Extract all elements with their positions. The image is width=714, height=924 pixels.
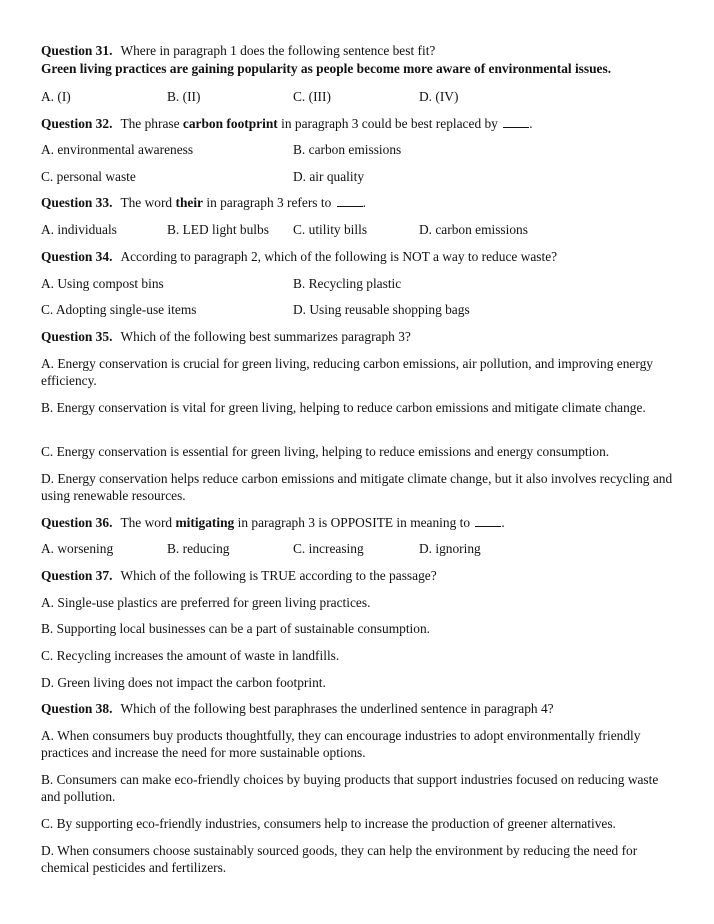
- question-text-pre: The phrase: [120, 116, 183, 131]
- answer-blank: [475, 514, 501, 527]
- option-c[interactable]: C. utility bills: [293, 222, 368, 237]
- question-31-sentence: Green living practices are gaining popularity as people become more aware of environmental issues.: [41, 61, 612, 76]
- question-text: Which of the following best paraphrases the underlined sentence in paragraph 4?: [120, 701, 554, 716]
- option-a[interactable]: A. When consumers buy products thoughtfully, they can encourage industries to adopt environmentally friendly practices and increase the need for more sustainable options.: [41, 728, 641, 760]
- answer-blank: [337, 194, 363, 207]
- question-number: Question 38.: [41, 701, 113, 716]
- question-number: Question 33.: [41, 195, 113, 210]
- option-b[interactable]: B. LED light bulbs: [167, 222, 269, 237]
- question-text: Which of the following best summarizes paragraph 3?: [120, 329, 411, 344]
- option-a[interactable]: A. Using compost bins: [41, 276, 164, 291]
- option-d[interactable]: D. air quality: [293, 169, 365, 184]
- option-a[interactable]: A. environmental awareness: [41, 142, 194, 157]
- option-d[interactable]: D. ignoring: [419, 541, 481, 556]
- option-d[interactable]: D. Energy conservation helps reduce carbon emissions and mitigate climate change, but it also involves recycling and using renewable resources.: [41, 471, 673, 503]
- option-d[interactable]: D. When consumers choose sustainably sourced goods, they can help the environment by reducing the need for chemical pesticides and fertilizers.: [41, 843, 638, 875]
- question-text-pre: The word: [120, 515, 176, 530]
- option-d[interactable]: D. (IV): [419, 89, 459, 104]
- option-b[interactable]: B. Energy conservation is vital for green living, helping to reduce carbon emissions and mitigate climate change.: [41, 400, 646, 415]
- question-37-stem: [41, 567, 437, 584]
- question-number: Question 37.: [41, 568, 113, 583]
- question-number: Question 34.: [41, 249, 113, 264]
- option-b[interactable]: B. reducing: [167, 541, 230, 556]
- question-34-stem: [41, 248, 557, 265]
- option-d[interactable]: D. Green living does not impact the carbon footprint.: [41, 675, 326, 690]
- option-a[interactable]: A. (I): [41, 89, 71, 104]
- option-d[interactable]: D. carbon emissions: [419, 222, 528, 237]
- option-c[interactable]: C. personal waste: [41, 169, 136, 184]
- question-number: Question 35.: [41, 329, 113, 344]
- question-text-post: in paragraph 3 refers to: [203, 195, 335, 210]
- option-d[interactable]: D. Using reusable shopping bags: [293, 302, 470, 317]
- question-number: Question 36.: [41, 515, 113, 530]
- question-text-pre: The word: [120, 195, 176, 210]
- option-a[interactable]: A. Single-use plastics are preferred for green living practices.: [41, 595, 371, 610]
- option-c[interactable]: C. (III): [293, 89, 331, 104]
- option-a[interactable]: A. Energy conservation is crucial for green living, reducing carbon emissions, air pollution, and improving energy efficiency.: [41, 356, 653, 388]
- option-c[interactable]: C. Adopting single-use items: [41, 302, 197, 317]
- option-b[interactable]: B. Consumers can make eco-friendly choices by buying products that support industries focused on reducing waste and pollution.: [41, 772, 659, 804]
- option-c[interactable]: C. Energy conservation is essential for green living, helping to reduce emissions and energy consumption.: [41, 444, 610, 459]
- question-text-post: in paragraph 3 is OPPOSITE in meaning to: [234, 515, 474, 530]
- option-c[interactable]: C. Recycling increases the amount of waste in landfills.: [41, 648, 340, 663]
- question-text: Which of the following is TRUE according to the passage?: [120, 568, 437, 583]
- question-31-stem: [41, 42, 435, 59]
- question-keyword: carbon footprint: [182, 116, 278, 131]
- question-38-stem: [41, 700, 554, 717]
- option-b[interactable]: B. Recycling plastic: [293, 276, 402, 291]
- option-b[interactable]: B. Supporting local businesses can be a part of sustainable consumption.: [41, 621, 431, 636]
- question-keyword: mitigating: [175, 515, 235, 530]
- question-keyword: their: [175, 195, 203, 210]
- question-text: According to paragraph 2, which of the following is NOT a way to reduce waste?: [120, 249, 558, 264]
- option-a[interactable]: A. individuals: [41, 222, 117, 237]
- question-text: Where in paragraph 1 does the following sentence best fit?: [120, 43, 436, 58]
- question-text-post: in paragraph 3 could be best replaced by: [277, 116, 502, 131]
- option-c[interactable]: C. By supporting eco-friendly industries, consumers help to increase the production of greener alternatives.: [41, 816, 616, 831]
- question-number: Question 31.: [41, 43, 113, 58]
- question-35-stem: [41, 328, 411, 345]
- option-c[interactable]: C. increasing: [293, 541, 364, 556]
- option-a[interactable]: A. worsening: [41, 541, 114, 556]
- question-32-stem: Question 32. The phrase carbon footprint in paragraph 3 could be best replaced by .: [41, 116, 533, 131]
- option-b[interactable]: B. carbon emissions: [293, 142, 402, 157]
- question-number: Question 32.: [41, 116, 113, 131]
- question-36-stem: Question 36. The word mitigating in paragraph 3 is OPPOSITE in meaning to .: [41, 515, 505, 530]
- option-b[interactable]: B. (II): [167, 89, 201, 104]
- answer-blank: [503, 115, 529, 128]
- question-33-stem: Question 33. The word their in paragraph 3 refers to .: [41, 195, 366, 210]
